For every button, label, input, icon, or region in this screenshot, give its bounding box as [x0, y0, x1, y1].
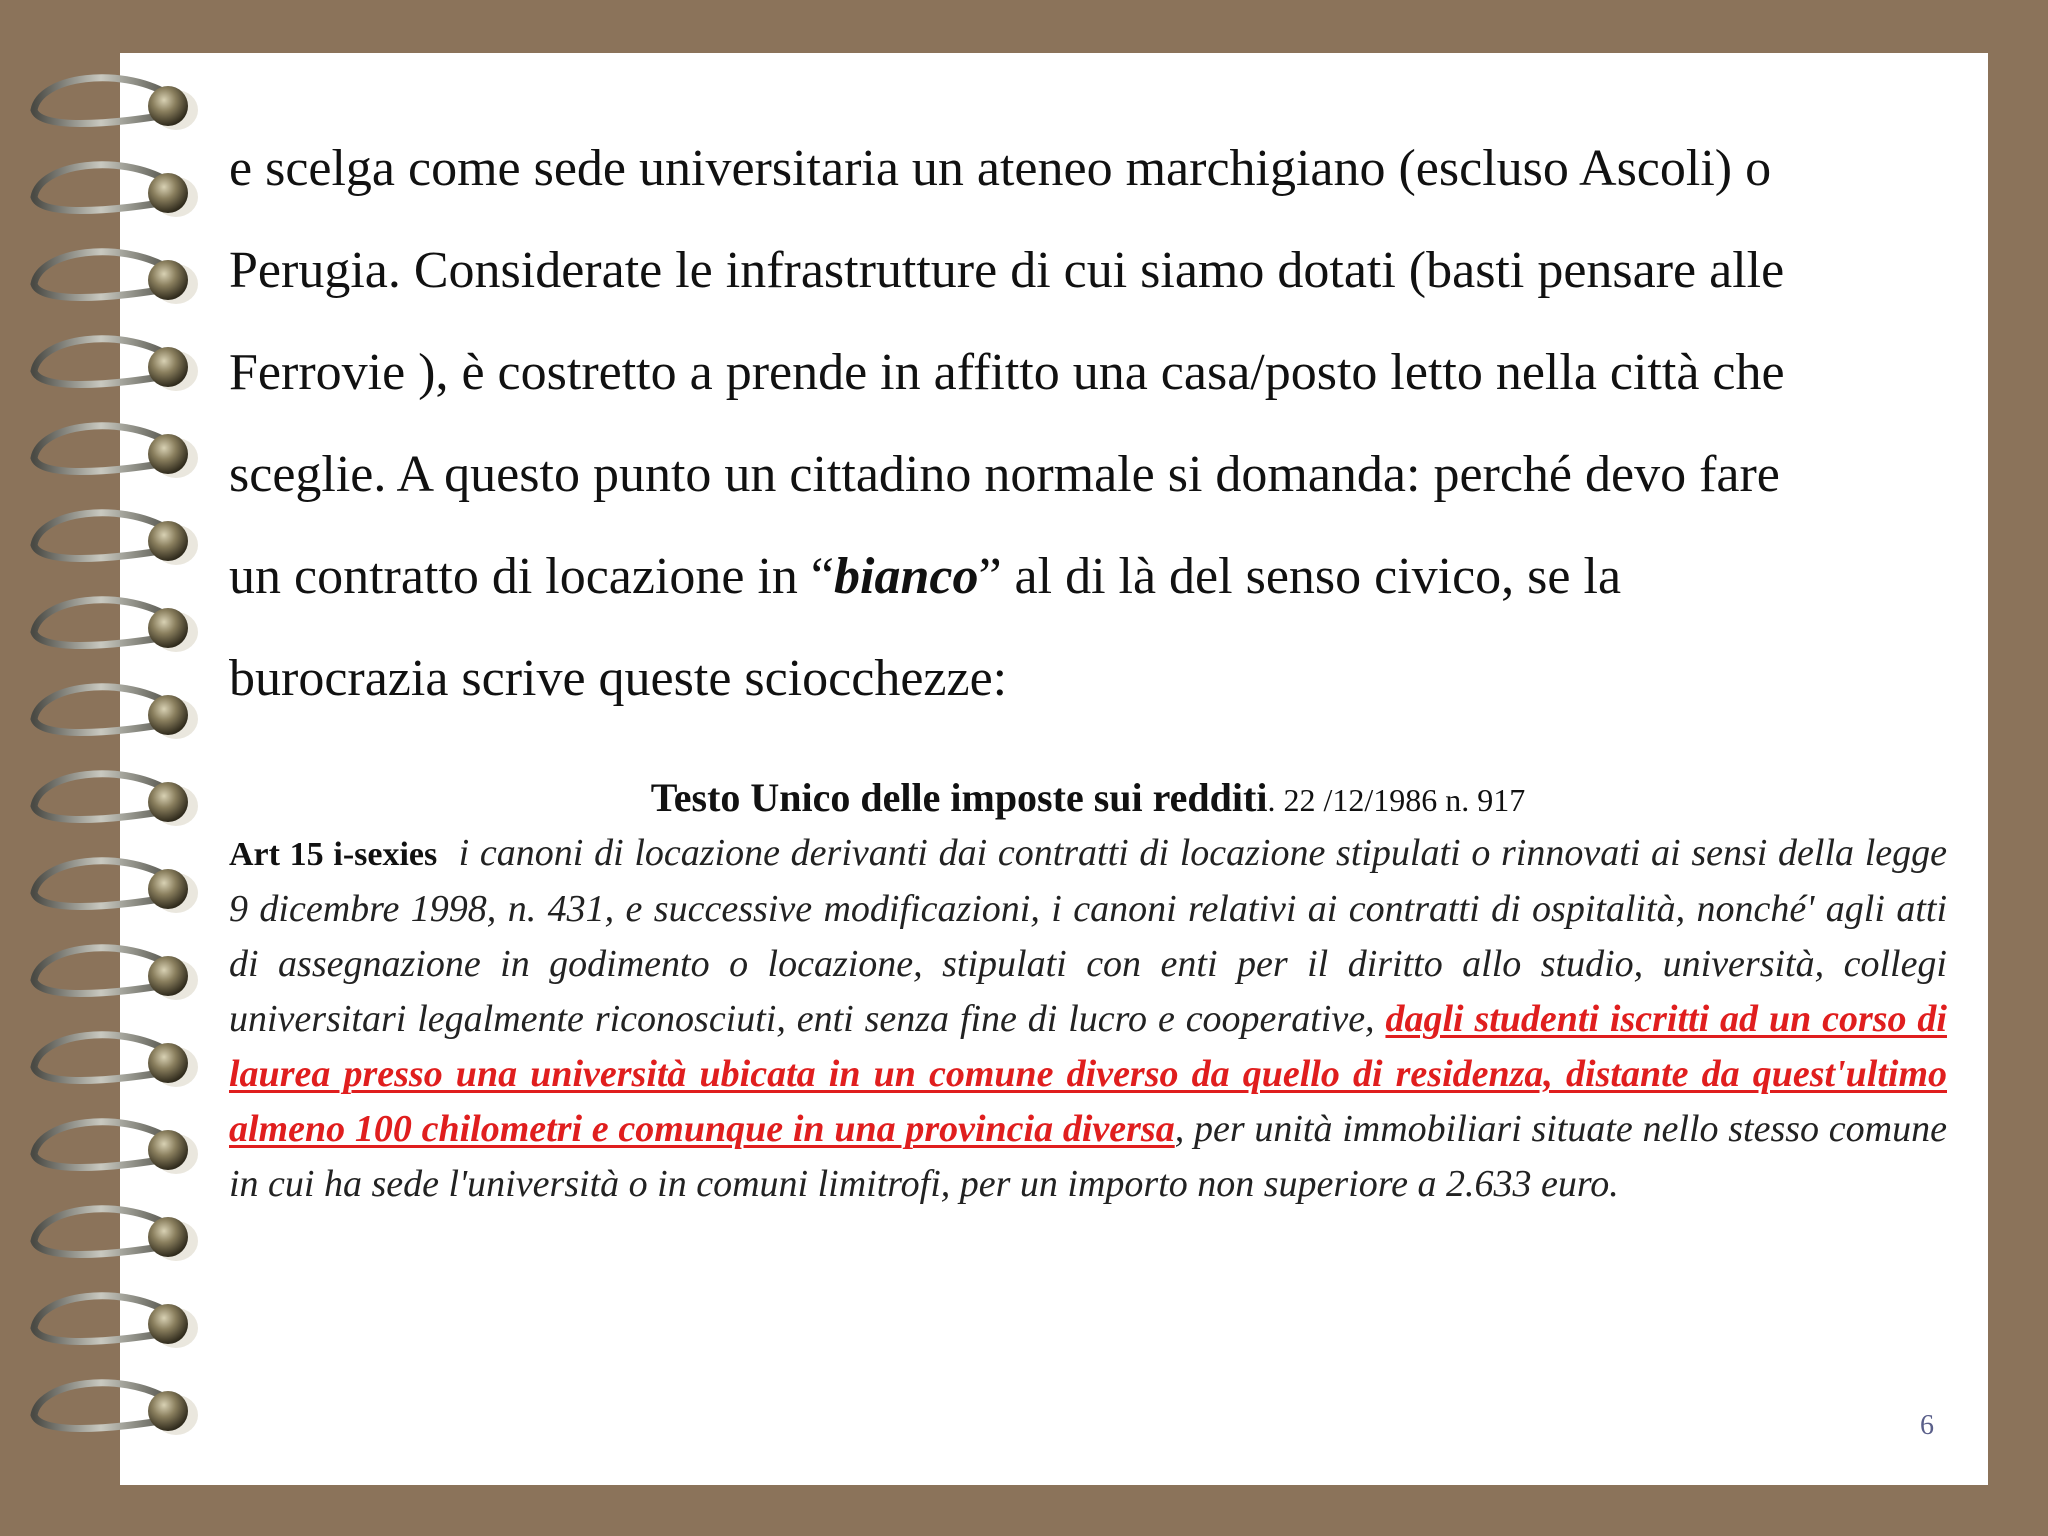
- spiral-ring: [34, 687, 198, 739]
- article-text-after: , per unità immobiliari situate nello stesso comune in cui ha sede l'università o in comuni limitrofi, per un importo non superiore a 2.633 euro.: [229, 1108, 1947, 1205]
- spiral-ring: [34, 600, 198, 652]
- law-title-name: Testo Unico delle imposte sui redditi: [650, 775, 1268, 820]
- spiral-ring: [34, 78, 198, 130]
- spiral-ring: [34, 1035, 198, 1087]
- paragraph-line-5: [229, 526, 1929, 628]
- article-text-before: i canoni di locazione derivanti dai contratti di locazione stipulati o rinnovati ai sensi della legge 9 dicembre 1998, n. 431, e successive modificazioni, i canoni relativi ai contratti di ospitalità, nonché' agli atti di assegnazione in godimento o locazione, stipulati con enti per il diritto allo studio, università, collegi universitari legalmente riconosciuti, enti senza fine di lucro e cooperative,: [229, 832, 1948, 1040]
- spiral-ring: [34, 339, 198, 391]
- article-text-highlight: dagli studenti iscritti ad un corso di laurea presso una università ubicata in un comune diverso da quello di residenza, distante da quest'ultimo almeno 100 chilometri e comunque in una provincia diversa: [229, 998, 1947, 1150]
- law-article-text: [229, 826, 1947, 1212]
- line-5-after: ” al di là del senso civico, se la: [978, 548, 1622, 605]
- paragraph-line-3: Ferrovie ), è costretto a prende in affitto una casa/posto letto nella città che: [229, 344, 1785, 401]
- spiral-ring: [34, 1122, 198, 1174]
- main-paragraph: [229, 118, 1929, 730]
- spiral-ring: [34, 1209, 198, 1261]
- law-title: [229, 770, 1947, 828]
- paragraph-line-2: Perugia. Considerate le infrastrutture di cui siamo dotati (basti pensare alle: [229, 242, 1785, 299]
- spiral-ring: [34, 252, 198, 304]
- spiral-ring: [34, 948, 198, 1000]
- law-title-reference: . 22 /12/1986 n. 917: [1267, 782, 1526, 818]
- spiral-binding-icon: [0, 0, 230, 1536]
- paragraph-line-1: e scelga come sede universitaria un ateneo marchigiano (escluso Ascoli) o: [229, 140, 1772, 197]
- paragraph-line-4: sceglie. A questo punto un cittadino normale si domanda: perché devo fare: [229, 446, 1780, 503]
- emphasis-bianco: bianco: [834, 548, 979, 605]
- spiral-ring: [34, 1296, 198, 1348]
- spiral-ring: [34, 1383, 198, 1435]
- article-label: Art 15 i-sexies: [229, 836, 438, 873]
- paragraph-line-6: burocrazia scrive queste sciocchezze:: [229, 650, 1008, 707]
- page-number: 6: [1920, 1410, 1934, 1441]
- spiral-ring: [34, 513, 198, 565]
- spiral-ring: [34, 426, 198, 478]
- spiral-ring: [34, 774, 198, 826]
- line-5-before: un contratto di locazione in “: [229, 548, 835, 605]
- spiral-ring: [34, 861, 198, 913]
- spiral-ring: [34, 165, 198, 217]
